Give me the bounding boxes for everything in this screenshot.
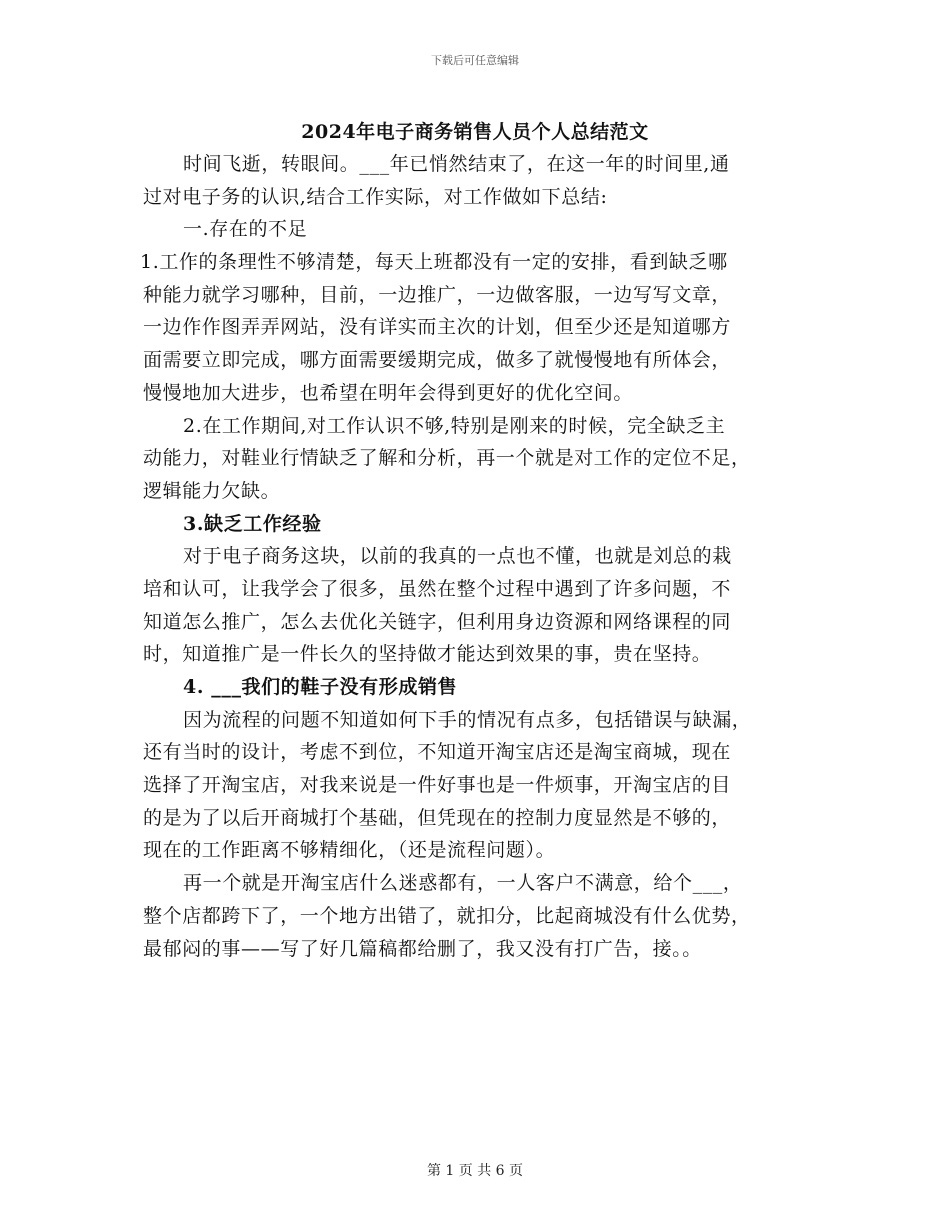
document-body	[140, 148, 808, 965]
body-line: 面需要立即完成，哪方面需要缓期完成，做多了就慢慢地有所体会，	[143, 349, 732, 372]
body-line: 现在的工作距离不够精细化，（还是流程问题）。	[143, 839, 556, 862]
body-line: 培和认可，让我学会了很多，虽然在整个过程中遇到了许多问题，不	[143, 577, 732, 600]
body-line: 知道怎么推广，怎么去优化关链字，但利用身边资源和网络课程的同	[143, 610, 732, 633]
body-line: 慢慢地加大进步，也希望在明年会得到更好的优化空间。	[143, 381, 634, 404]
header-note: 下载后可任意编辑	[431, 54, 519, 67]
body-line: 2.在工作期间,对工作认识不够,特别是刚来的时候，完全缺乏主	[183, 414, 726, 437]
body-line: 种能力就学习哪种，目前，一边推广，一边做客服，一边写写文章，	[143, 283, 732, 306]
section-heading: 3.缺乏工作经验	[183, 512, 322, 535]
body-line: 再一个就是开淘宝店什么迷惑都有，一人客户不满意，给个___，	[183, 872, 743, 895]
body-line: 的是为了以后开商城打个基础，但凭现在的控制力度显然是不够的，	[143, 806, 732, 829]
body-line: 过对电子务的认识,结合工作实际，对工作做如下总结:	[143, 185, 608, 208]
body-line: 逻辑能力欠缺。	[143, 479, 281, 502]
body-line: 选择了开淘宝店，对我来说是一件好事也是一件烦事，开淘宝店的目	[143, 774, 732, 797]
body-line: 时间飞逝，转眼间。___年已悄然结束了，在这一年的时间里,通	[183, 153, 730, 175]
body-line: 动能力，对鞋业行情缺乏了解和分析，再一个就是对工作的定位不足，	[143, 447, 751, 470]
body-line: 因为流程的问题不知道如何下手的情况有点多，包括错误与缺漏，	[183, 708, 752, 731]
document-title: 2024年电子商务销售人员个人总结范文	[301, 121, 649, 143]
body-line: 对于电子商务这块，以前的我真的一点也不懂，也就是刘总的栽	[183, 545, 732, 568]
body-line: 时，知道推广是一件长久的坚持做才能达到效果的事，贵在坚持。	[143, 643, 712, 666]
body-line: 还有当时的设计，考虑不到位，不知道开淘宝店还是淘宝商城，现在	[143, 741, 732, 764]
body-line: 一边作作图弄弄网站，没有详实而主次的计划，但至少还是知道哪方	[143, 316, 732, 339]
body-line: 最郁闷的事——写了好几篇稿都给删了，我又没有打广告，接。。	[143, 937, 702, 960]
section-heading: 4. ___我们的鞋子没有形成销售	[183, 676, 458, 698]
section-heading: 一.存在的不足	[183, 218, 308, 241]
page-footer: 第 1 页 共 6 页	[426, 1163, 524, 1179]
body-line: 1.工作的条理性不够清楚，每天上班都没有一定的安排，看到缺乏哪	[140, 251, 728, 274]
body-line: 整个店都跨下了，一个地方出错了，就扣分，比起商城没有什么优势，	[143, 904, 751, 927]
